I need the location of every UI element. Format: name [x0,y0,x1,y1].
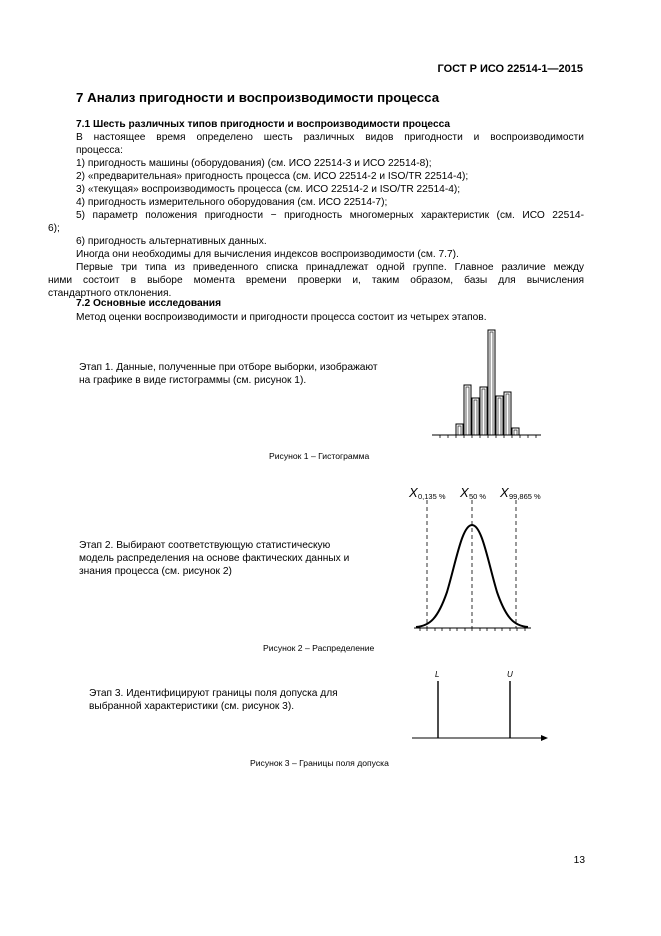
upper-limit-label: U [507,670,513,679]
stage-1-line-1: Этап 1. Данные, полученные при отборе выборки, изображают [79,362,378,373]
list-item-5-cont: 6); [48,223,60,234]
quantile-lines [427,500,516,628]
histogram-bar [464,385,471,435]
figure-3-caption: Рисунок 3 – Границы поля допуска [250,758,389,768]
subsection-heading-7-1: 7.1 Шесть различных типов пригодности и воспроизводимости процесса [76,119,451,130]
figure-2-caption: Рисунок 2 – Распределение [263,643,375,653]
stage-3-line-2: выбранной характеристики (см. рисунок 3). [89,701,295,712]
histogram-bar [496,396,503,435]
list-item-5: 5) параметр положения пригодности − пригодность многомерных характеристик (см. ИСО 22514- [76,210,584,221]
stage-2-text [79,539,349,578]
list-item-1: 1) пригодность машины (оборудования) (см. ИСО 22514-3 и ИСО 22514-8); [76,158,432,169]
q2-label-sub: 50 % [469,492,487,501]
q2-label-main: X [460,485,469,500]
subsection-heading-7-2: 7.2 Основные исследования [76,298,222,309]
intro-line-1: В настоящее время определено шесть различных видов пригодности и воспроизводимости [76,132,584,143]
lower-limit-label: L [435,670,440,679]
axis-arrow-icon [541,735,548,741]
list-item-3: 3) «текущая» воспроизводимость процесса (см. ИСО 22514-2 и ISO/TR 22514-4); [76,184,461,195]
q1-label-sub: 0,135 % [418,492,446,501]
quantile-labels [408,485,541,501]
histogram-bar [472,398,479,435]
stage-2-line-2: модель распределения на основе фактических данных и [79,553,350,564]
stage-2-line-3: знания процесса (см. рисунок 2) [79,566,232,577]
histogram-bar [456,424,463,435]
histogram-bar-inner-outlines [458,332,517,435]
normal-distribution-curve [416,525,528,627]
histogram-bar [488,330,495,435]
section-title: 7 Анализ пригодности и воспроизводимости процесса [76,90,440,105]
histogram-bar [512,428,519,435]
para2-line-3: стандартного отклонения. [48,288,172,299]
intro-line-2: процесса: [76,145,123,156]
page-number: 13 [573,855,585,866]
figure-1-caption: Рисунок 1 – Гистограмма [269,451,370,461]
q3-label-sub: 99,865 % [509,492,541,501]
histogram-bars [456,330,519,435]
document-code: ГОСТ Р ИСО 22514-1—2015 [437,63,583,75]
list-item-2: 2) «предварительная» пригодность процесса (см. ИСО 22514-2 и ISO/TR 22514-4); [76,171,469,182]
histogram-ticks [440,435,536,438]
para2-line-2: ними состоит в выборе момента времени проверки и, таким образом, базы для вычисления [48,275,584,286]
list-item-4: 4) пригодность измерительного оборудования (см. ИСО 22514-7); [76,197,388,208]
para2-line-1: Первые три типа из приведенного списка принадлежат одной группе. Главное различие между [76,262,584,273]
s72-intro: Метод оценки воспроизводимости и пригодности процесса состоит из четырех этапов. [76,312,487,323]
distribution-ticks [420,628,525,631]
list-item-6: 6) пригодность альтернативных данных. [76,236,267,247]
stage-1-text [79,361,378,387]
stage-1-line-2: на графике в виде гистограммы (см. рисунок 1). [79,375,307,386]
stage-2-line-1: Этап 2. Выбирают соответствующую статистическую [79,540,331,551]
note-line: Иногда они необходимы для вычисления индексов воспроизводимости (см. 7.7). [76,249,459,260]
histogram-bar [480,387,487,435]
histogram-bar [504,392,511,435]
stage-3-line-1: Этап 3. Идентифицируют границы поля допуска для [89,688,338,699]
q1-label-main: X [409,485,418,500]
stage-3-text [89,687,338,713]
q3-label-main: X [500,485,509,500]
